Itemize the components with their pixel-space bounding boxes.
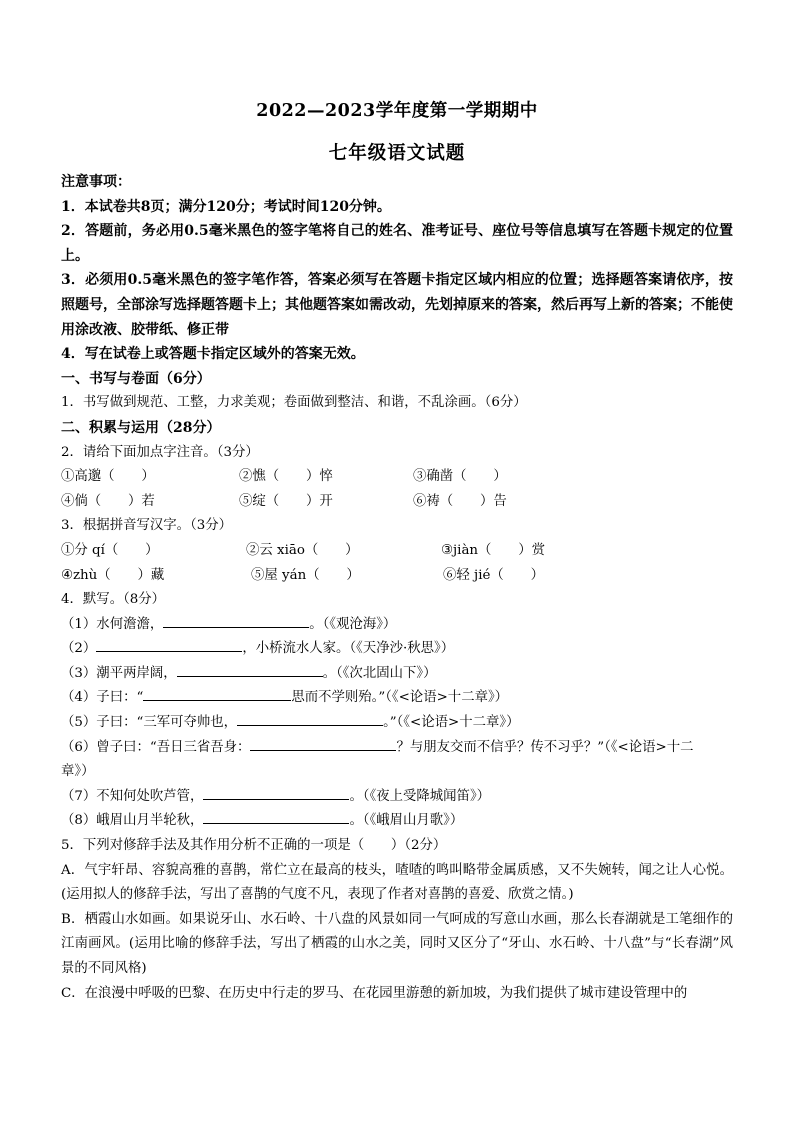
- exam-subtitle: 七年级语文试题: [328, 143, 466, 164]
- q4-1-text: （1）水何澹澹，: [61, 616, 164, 632]
- q4-7-text: （7）不知何处吹芦管，: [61, 788, 204, 804]
- q4-line-2: [61, 637, 733, 662]
- notice-item-3: 3．必须用0.5毫米黑色的签字笔作答，答案必须写在答题卡指定区域内相应的位置；选择题答案请依序，按照题号，全部涂写选择题答题卡上；其他题答案如需改动，先划掉原来的答案，然后再写上新的答案；不能使用涂改液、胶带纸、修正带: [61, 272, 733, 338]
- notice-item-1: 1．本试卷共8页；满分120分；考试时间120分钟。: [61, 198, 391, 215]
- q4-2-text: （2）: [61, 641, 97, 657]
- q2-item-2: ②憔（ ）悴: [239, 469, 333, 485]
- question-2-row-1: [61, 465, 733, 490]
- q4-line-3: [61, 662, 733, 687]
- q2-item-3: ③确凿（ ）: [413, 469, 507, 485]
- section-2-heading: 二、积累与运用（28分）: [61, 419, 221, 436]
- q4-2-blank[interactable]: [96, 637, 242, 652]
- q4-line-6-cont: 章》）: [61, 764, 95, 780]
- question-1: 1．书写做到规范、工整，力求美观；卷面做到整洁、和谐，不乱涂画。（6分）: [61, 395, 527, 411]
- q3-item-6: ⑥轻 jié（ ）: [443, 567, 544, 583]
- q5-option-c: C．在浪漫中呼吸的巴黎、在历史中行走的罗马、在花园里游憩的新加坡，为我们提供了城市建设管理中的: [61, 985, 688, 1001]
- question-3-row-2: [61, 564, 733, 589]
- q3-item-3: ③jiàn（ ）赏: [441, 542, 545, 558]
- q5-option-b: B．栖霞山水如画。如果说牙山、水石岭、十八盘的风景如同一气呵成的写意山水画，那么长春湖就是工笔细作的江南画风。(运用比喻的修辞手法，写出了栖霞的山水之美，同时又区分了“牙山、水石岭、十八盘”与“长春湖”风景的不同风格): [61, 911, 733, 976]
- q4-4-text: （4）子曰：“: [61, 690, 144, 706]
- q5-option-a: A．气宇轩昂、容貌高雅的喜鹊，常伫立在最高的枝头，喳喳的鸣叫略带金属质感，又不失婉转，闻之让人心悦。(运用拟人的修辞手法，写出了喜鹊的气度不凡，表现了作者对喜鹊的喜爱、欣赏之情。): [61, 862, 733, 903]
- q2-item-6: ⑥祷（ ）告: [413, 493, 507, 509]
- notice-item-4: 4．写在试卷上或答题卡指定区域外的答案无效。: [61, 346, 365, 363]
- q4-line-4: [61, 686, 733, 711]
- question-5-stem: 5．下列对修辞手法及其作用分析不正确的一项是（ ）（2分）: [61, 838, 447, 854]
- q4-5-source: 。”（《<论语>十二章》）: [383, 715, 520, 731]
- q2-item-1: ①高邈（ ）: [61, 469, 155, 485]
- section-1-heading: 一、书写与卷面（6分）: [61, 370, 211, 387]
- question-4-stem: 4．默写。（8分）: [61, 592, 166, 608]
- q4-8-blank[interactable]: [203, 809, 349, 824]
- q4-6-source: ？与朋友交而不信乎？传不习乎？”（《<论语>十二: [396, 739, 694, 755]
- q4-8-source: 。（《峨眉山月歌》）: [349, 813, 464, 829]
- q4-1-blank[interactable]: [163, 613, 309, 628]
- exam-content: [61, 170, 733, 1006]
- exam-title: 2022—2023学年度第一学期期中: [256, 101, 538, 121]
- q4-line-6: [61, 736, 733, 761]
- q4-4-blank[interactable]: [143, 686, 291, 701]
- q4-3-blank[interactable]: [177, 662, 323, 677]
- q3-item-5: ⑤屋 yán（ ）: [251, 567, 360, 583]
- q4-1-source: 。（《观沧海》）: [309, 616, 397, 632]
- q4-5-blank[interactable]: [237, 711, 383, 726]
- q3-item-2: ②云 xiāo（ ）: [246, 542, 359, 558]
- question-2-row-2: [61, 490, 733, 515]
- question-3-stem: 3．根据拼音写汉字。（3分）: [61, 518, 233, 534]
- q4-7-blank[interactable]: [203, 785, 349, 800]
- q4-6-text: （6）曾子曰：“吾日三省吾身：: [61, 739, 251, 755]
- q4-line-5: [61, 711, 733, 736]
- question-3-row-1: [61, 539, 733, 564]
- q4-line-8: [61, 809, 733, 834]
- q3-item-4: ④zhù（ ）藏: [61, 567, 165, 583]
- question-2-stem: 2．请给下面加点字注音。（3分）: [61, 444, 259, 460]
- q2-item-5: ⑤绽（ ）开: [239, 493, 333, 509]
- notice-item-2: 2．答题前，务必用0.5毫米黑色的签字笔将自己的姓名、准考证号、座位号等信息填写在答题卡规定的位置上。: [61, 223, 733, 264]
- q4-7-source: 。（《夜上受降城闻笛》）: [349, 788, 491, 804]
- q4-3-source: 。（《次北固山下》）: [322, 665, 437, 681]
- q4-5-text: （5）子曰：“三军可夺帅也，: [61, 715, 238, 731]
- q4-line-7: [61, 785, 733, 810]
- q2-item-4: ④倘（ ）若: [61, 493, 155, 509]
- notice-heading: 注意事项：: [61, 174, 131, 190]
- q4-4-source: 思而不学则殆。”（《<论语>十二章》）: [291, 690, 509, 706]
- q4-2-source: ，小桥流水人家。（《天净沙·秋思》）: [242, 641, 455, 657]
- q3-item-1: ①分 qí（ ）: [61, 542, 159, 558]
- q4-6-blank[interactable]: [250, 736, 396, 751]
- q4-3-text: （3）潮平两岸阔，: [61, 665, 177, 681]
- q4-line-1: [61, 613, 733, 638]
- q4-8-text: （8）峨眉山月半轮秋，: [61, 813, 204, 829]
